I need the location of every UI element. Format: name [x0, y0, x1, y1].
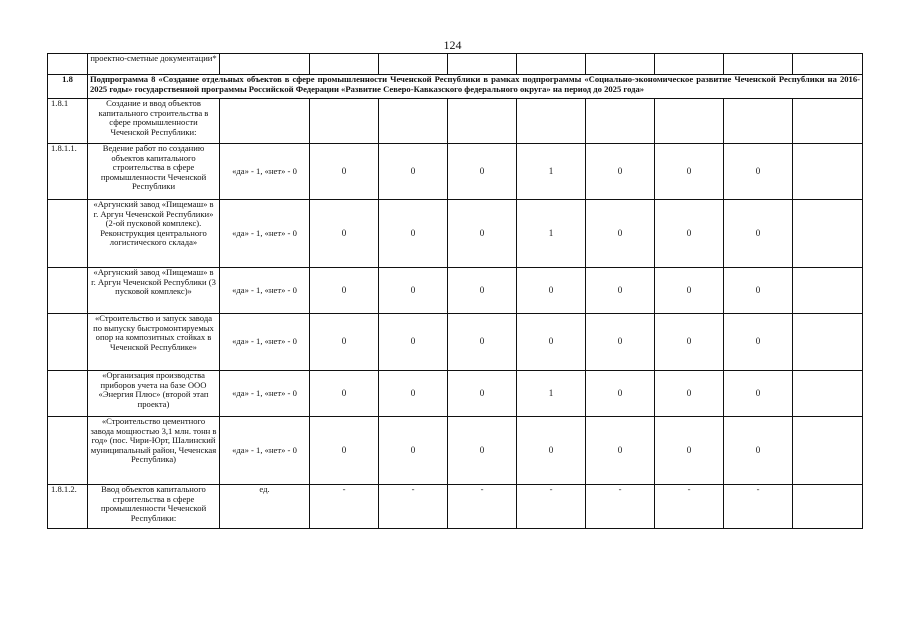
value-cell: 0 — [379, 200, 448, 268]
table-row — [48, 268, 863, 314]
row-number — [48, 314, 88, 371]
indicator-name: «Строительство цементного завода мощностью 3,1 млн. тонн в год» (пос. Чири-Юрт, Шалинский муниципальный район, Чеченская Республика) — [88, 417, 220, 485]
section-row — [48, 75, 863, 99]
value-cell: 0 — [310, 314, 379, 371]
value-cell: 0 — [310, 144, 379, 200]
indicator-name: Ведение работ по созданию объектов капитального строительства в сфере промышленности Чеченской Республики — [88, 144, 220, 200]
value-cell: - — [448, 485, 517, 529]
section-title: Подпрограмма 8 «Создание отдельных объектов в сфере промышленности Чеченской Республики в рамках подпрограммы «Социально-экономическое развитие Чеченской Республики на 2016-2025 годы» государственной программы Российской Федерации «Развитие Северо-Кавказского федерального округа» на период до 2025 года» — [88, 75, 863, 99]
unit-cell: ед. — [220, 485, 310, 529]
row-number: 1.8.1.2. — [48, 485, 88, 529]
indicator-name: «Организация производства приборов учета на базе ООО «Энергия Плюс» (второй этап проекта) — [88, 371, 220, 417]
value-cell — [517, 99, 586, 144]
value-cell: 0 — [310, 371, 379, 417]
value-cell — [310, 54, 379, 75]
value-cell — [724, 99, 793, 144]
indicator-name: Создание и ввод объектов капитального строительства в сфере промышленности Чеченской Республики: — [88, 99, 220, 144]
value-cell: 0 — [310, 200, 379, 268]
row-number — [48, 371, 88, 417]
value-cell: 0 — [655, 371, 724, 417]
unit-cell: «да» - 1, «нет» - 0 — [220, 417, 310, 485]
value-cell: 0 — [448, 417, 517, 485]
empty-cell — [793, 54, 863, 75]
value-cell: - — [379, 485, 448, 529]
table-row — [48, 144, 863, 200]
value-cell — [379, 54, 448, 75]
row-number: 1.8.1 — [48, 99, 88, 144]
value-cell: 0 — [310, 417, 379, 485]
row-number — [48, 268, 88, 314]
row-number — [48, 200, 88, 268]
value-cell — [379, 99, 448, 144]
table-row — [48, 314, 863, 371]
value-cell: 0 — [655, 268, 724, 314]
value-cell: 0 — [517, 268, 586, 314]
value-cell: 0 — [379, 144, 448, 200]
table-row — [48, 371, 863, 417]
value-cell: 0 — [379, 371, 448, 417]
value-cell: 0 — [379, 417, 448, 485]
value-cell: 0 — [517, 314, 586, 371]
table-row — [48, 99, 863, 144]
value-cell: - — [586, 485, 655, 529]
unit-cell: «да» - 1, «нет» - 0 — [220, 314, 310, 371]
value-cell: 1 — [517, 200, 586, 268]
value-cell: 0 — [586, 371, 655, 417]
value-cell: 0 — [724, 371, 793, 417]
value-cell: 0 — [448, 200, 517, 268]
value-cell — [655, 99, 724, 144]
indicator-table — [47, 53, 863, 529]
value-cell: 1 — [517, 144, 586, 200]
value-cell: - — [655, 485, 724, 529]
value-cell: 0 — [724, 200, 793, 268]
unit-cell: «да» - 1, «нет» - 0 — [220, 371, 310, 417]
unit-cell — [220, 54, 310, 75]
unit-cell: «да» - 1, «нет» - 0 — [220, 200, 310, 268]
row-number — [48, 417, 88, 485]
value-cell — [517, 54, 586, 75]
table-row — [48, 417, 863, 485]
value-cell: 0 — [379, 314, 448, 371]
value-cell: 0 — [724, 314, 793, 371]
value-cell: - — [724, 485, 793, 529]
indicator-name: Ввод объектов капитального строительства в сфере промышленности Чеченской Республики: — [88, 485, 220, 529]
value-cell: 0 — [379, 268, 448, 314]
table-row — [48, 54, 863, 75]
value-cell: 0 — [724, 268, 793, 314]
value-cell: 0 — [655, 200, 724, 268]
value-cell — [310, 99, 379, 144]
value-cell: 0 — [448, 371, 517, 417]
empty-cell — [793, 485, 863, 529]
value-cell: 0 — [724, 144, 793, 200]
unit-cell: «да» - 1, «нет» - 0 — [220, 268, 310, 314]
value-cell: - — [517, 485, 586, 529]
value-cell: - — [310, 485, 379, 529]
indicator-name: проектно-сметные документации* — [88, 54, 220, 75]
row-number: 1.8.1.1. — [48, 144, 88, 200]
value-cell: 0 — [586, 200, 655, 268]
value-cell: 0 — [517, 417, 586, 485]
value-cell — [586, 54, 655, 75]
table-body — [48, 54, 863, 529]
value-cell: 0 — [655, 314, 724, 371]
table-row — [48, 200, 863, 268]
value-cell: 0 — [310, 268, 379, 314]
empty-cell — [793, 371, 863, 417]
empty-cell — [793, 200, 863, 268]
value-cell: 0 — [724, 417, 793, 485]
section-number: 1.8 — [48, 75, 88, 99]
value-cell: 0 — [448, 144, 517, 200]
indicator-name: «Строительство и запуск завода по выпуску быстромонтируемых опор на композитных стойках в Чеченской Республике» — [88, 314, 220, 371]
value-cell: 0 — [586, 314, 655, 371]
indicator-name: «Аргунский завод «Пищемаш» в г. Аргун Чеченской Республики» (2-ой пусковой комплекс). Реконструкция центрального логистического склада» — [88, 200, 220, 268]
unit-cell: «да» - 1, «нет» - 0 — [220, 144, 310, 200]
indicator-name: «Аргунский завод «Пищемаш» в г. Аргун Чеченской Республики (3 пусковой комплекс)» — [88, 268, 220, 314]
empty-cell — [793, 268, 863, 314]
empty-cell — [793, 99, 863, 144]
value-cell — [724, 54, 793, 75]
empty-cell — [793, 144, 863, 200]
value-cell — [448, 99, 517, 144]
value-cell: 0 — [655, 144, 724, 200]
empty-cell — [793, 417, 863, 485]
value-cell: 0 — [586, 144, 655, 200]
value-cell: 0 — [448, 268, 517, 314]
value-cell: 0 — [586, 417, 655, 485]
value-cell — [586, 99, 655, 144]
value-cell: 0 — [655, 417, 724, 485]
value-cell — [655, 54, 724, 75]
value-cell — [448, 54, 517, 75]
table-row — [48, 485, 863, 529]
page-number: 124 — [443, 38, 462, 52]
value-cell: 1 — [517, 371, 586, 417]
row-number — [48, 54, 88, 75]
empty-cell — [793, 314, 863, 371]
value-cell: 0 — [448, 314, 517, 371]
unit-cell — [220, 99, 310, 144]
value-cell: 0 — [586, 268, 655, 314]
